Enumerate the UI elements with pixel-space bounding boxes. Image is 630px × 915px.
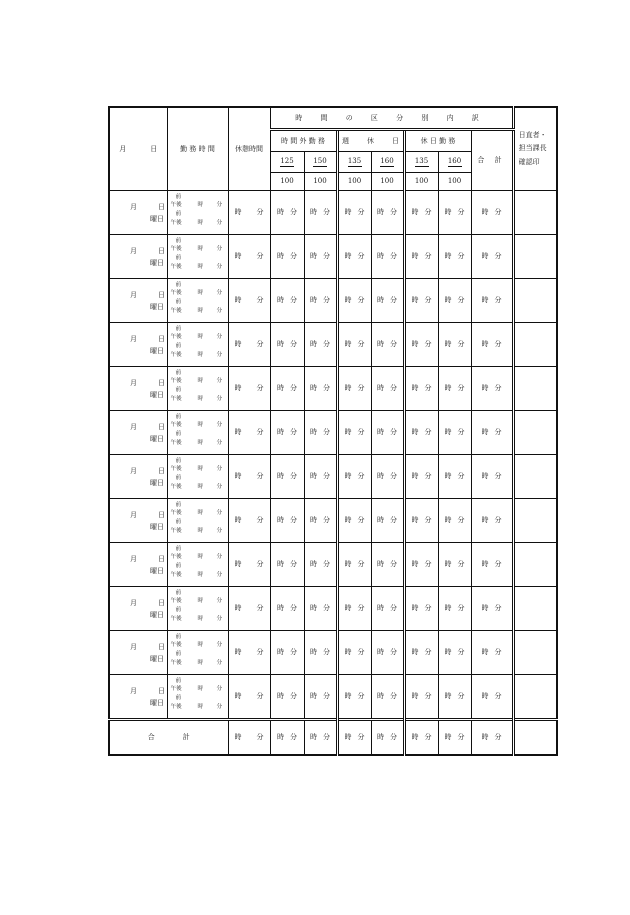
row-total-cell[interactable]: 時 分 [471,587,513,631]
row-date-cell[interactable]: 月 日 曜日 [109,587,167,631]
row-seal-cell[interactable] [513,543,557,587]
row-holiday-135-cell[interactable]: 時 分 [404,499,438,543]
row-swap-135-cell[interactable]: 時 分 [337,191,371,235]
row-ot-125-cell[interactable]: 時 分 [270,411,304,455]
header-holiday-work: 休 日 勤 務 [404,130,471,152]
row-date-cell[interactable]: 月 日 曜日 [109,631,167,675]
table-row [109,631,557,675]
row-total-cell[interactable]: 時 分 [471,279,513,323]
row-break-cell[interactable]: 時 分 [228,631,270,675]
row-ot-125-cell[interactable]: 時 分 [270,323,304,367]
row-date-cell[interactable]: 月 日 曜日 [109,235,167,279]
row-ot-125-cell[interactable]: 時 分 [270,543,304,587]
row-ot-150-cell[interactable]: 時 分 [304,367,337,411]
row-swap-135-cell[interactable]: 時 分 [337,631,371,675]
total-swap-160: 時 分 [371,720,404,756]
row-holiday-160-cell[interactable]: 時 分 [438,675,471,720]
ratio-160b-top: 160 [438,152,471,173]
row-holiday-135-cell[interactable]: 時 分 [404,675,438,720]
row-total-cell[interactable]: 時 分 [471,235,513,279]
row-seal-cell[interactable] [513,499,557,543]
row-holiday-160-cell[interactable]: 時 分 [438,279,471,323]
row-date-cell[interactable]: 月 日 曜日 [109,367,167,411]
row-swap-135-cell[interactable]: 時 分 [337,455,371,499]
row-holiday-160-cell[interactable]: 時 分 [438,367,471,411]
row-ot-150-cell[interactable]: 時 分 [304,499,337,543]
row-swap-160-cell[interactable]: 時 分 [371,411,404,455]
row-seal-cell[interactable] [513,455,557,499]
overtime-record-table [108,106,558,756]
row-work-hours-cell[interactable]: 前 午後 時 分 前 午後 時 分 [167,675,228,720]
row-work-hours-cell[interactable]: 前 午後 時 分 前 午後 時 分 [167,279,228,323]
row-swap-160-cell[interactable]: 時 分 [371,235,404,279]
ratio-135b-top: 135 [404,152,438,173]
row-seal-cell[interactable] [513,587,557,631]
total-ot-125: 時 分 [270,720,304,756]
total-seal [513,720,557,756]
row-swap-135-cell[interactable]: 時 分 [337,411,371,455]
ratio-150-top: 150 [304,152,337,173]
row-ot-150-cell[interactable]: 時 分 [304,279,337,323]
table-row [109,411,557,455]
header-breakdown: 時 間 の 区 分 別 内 訳 [270,107,513,130]
row-work-hours-cell[interactable]: 前 午後 時 分 前 午後 時 分 [167,411,228,455]
row-holiday-135-cell[interactable]: 時 分 [404,587,438,631]
row-break-cell[interactable]: 時 分 [228,455,270,499]
row-seal-cell[interactable] [513,411,557,455]
row-date-cell[interactable]: 月 日 曜日 [109,323,167,367]
row-break-cell[interactable]: 時 分 [228,323,270,367]
row-holiday-135-cell[interactable]: 時 分 [404,631,438,675]
row-ot-150-cell[interactable]: 時 分 [304,323,337,367]
row-work-hours-cell[interactable]: 前 午後 時 分 前 午後 時 分 [167,455,228,499]
row-holiday-135-cell[interactable]: 時 分 [404,279,438,323]
row-holiday-135-cell[interactable]: 時 分 [404,455,438,499]
row-swap-160-cell[interactable]: 時 分 [371,631,404,675]
row-swap-135-cell[interactable]: 時 分 [337,235,371,279]
row-total-cell[interactable]: 時 分 [471,455,513,499]
row-swap-160-cell[interactable]: 時 分 [371,587,404,631]
row-swap-160-cell[interactable]: 時 分 [371,675,404,720]
ratio-125-bottom: 100 [270,173,304,191]
row-holiday-160-cell[interactable]: 時 分 [438,631,471,675]
row-seal-cell[interactable] [513,191,557,235]
table-row [109,367,557,411]
row-break-cell[interactable]: 時 分 [228,675,270,720]
total-row-label: 合 計 [109,720,228,756]
table-row [109,235,557,279]
row-swap-160-cell[interactable]: 時 分 [371,455,404,499]
row-total-cell[interactable]: 時 分 [471,499,513,543]
header-total: 合 計 [471,130,513,191]
row-seal-cell[interactable] [513,235,557,279]
row-holiday-135-cell[interactable]: 時 分 [404,191,438,235]
row-ot-150-cell[interactable]: 時 分 [304,543,337,587]
row-work-hours-cell[interactable]: 前 午後 時 分 前 午後 時 分 [167,323,228,367]
row-holiday-160-cell[interactable]: 時 分 [438,499,471,543]
row-swap-135-cell[interactable]: 時 分 [337,543,371,587]
row-break-cell[interactable]: 時 分 [228,279,270,323]
row-swap-160-cell[interactable]: 時 分 [371,543,404,587]
row-work-hours-cell[interactable]: 前 午後 時 分 前 午後 時 分 [167,543,228,587]
row-holiday-160-cell[interactable]: 時 分 [438,455,471,499]
row-ot-125-cell[interactable]: 時 分 [270,235,304,279]
table-row [109,587,557,631]
ratio-160b-bottom: 100 [438,173,471,191]
row-seal-cell[interactable] [513,279,557,323]
row-work-hours-cell[interactable]: 前 午後 時 分 前 午後 時 分 [167,191,228,235]
row-break-cell[interactable]: 時 分 [228,499,270,543]
row-ot-150-cell[interactable]: 時 分 [304,675,337,720]
total-holiday-135: 時 分 [404,720,438,756]
row-holiday-160-cell[interactable]: 時 分 [438,235,471,279]
row-ot-125-cell[interactable]: 時 分 [270,367,304,411]
row-ot-150-cell[interactable]: 時 分 [304,631,337,675]
row-date-cell[interactable]: 月 日 曜日 [109,279,167,323]
row-date-cell[interactable]: 月 日 曜日 [109,191,167,235]
row-ot-125-cell[interactable]: 時 分 [270,455,304,499]
row-break-cell[interactable]: 時 分 [228,587,270,631]
row-seal-cell[interactable] [513,323,557,367]
header-overtime: 時 間 外 勤 務 [270,130,337,152]
row-swap-135-cell[interactable]: 時 分 [337,323,371,367]
row-holiday-135-cell[interactable]: 時 分 [404,323,438,367]
row-swap-160-cell[interactable]: 時 分 [371,323,404,367]
row-total-cell[interactable]: 時 分 [471,631,513,675]
header-confirm-seal: 日直者・ 担当課長 確認印 [513,107,557,191]
header-month-day: 月 日 [109,107,167,191]
table-row [109,499,557,543]
row-ot-150-cell[interactable]: 時 分 [304,587,337,631]
total-ot-150: 時 分 [304,720,337,756]
total-swap-135: 時 分 [337,720,371,756]
ratio-135b-bottom: 100 [404,173,438,191]
table-row [109,279,557,323]
row-total-cell[interactable]: 時 分 [471,543,513,587]
table-row [109,323,557,367]
row-holiday-160-cell[interactable]: 時 分 [438,323,471,367]
ratio-150-bottom: 100 [304,173,337,191]
row-total-cell[interactable]: 時 分 [471,675,513,720]
row-ot-150-cell[interactable]: 時 分 [304,455,337,499]
row-holiday-135-cell[interactable]: 時 分 [404,543,438,587]
table-row [109,543,557,587]
row-break-cell[interactable]: 時 分 [228,543,270,587]
row-holiday-160-cell[interactable]: 時 分 [438,543,471,587]
row-swap-160-cell[interactable]: 時 分 [371,279,404,323]
row-swap-135-cell[interactable]: 時 分 [337,279,371,323]
row-work-hours-cell[interactable]: 前 午後 時 分 前 午後 時 分 [167,499,228,543]
row-holiday-160-cell[interactable]: 時 分 [438,191,471,235]
row-total-cell[interactable]: 時 分 [471,323,513,367]
row-total-cell[interactable]: 時 分 [471,191,513,235]
row-swap-135-cell[interactable]: 時 分 [337,587,371,631]
ratio-135-top: 135 [337,152,371,173]
ratio-135-bottom: 100 [337,173,371,191]
row-date-cell[interactable]: 月 日 曜日 [109,675,167,720]
row-work-hours-cell[interactable]: 前 午後 時 分 前 午後 時 分 [167,587,228,631]
header-work-hours: 勤 務 時 間 [167,107,228,191]
total-holiday-160: 時 分 [438,720,471,756]
row-swap-135-cell[interactable]: 時 分 [337,499,371,543]
row-seal-cell[interactable] [513,631,557,675]
row-holiday-135-cell[interactable]: 時 分 [404,235,438,279]
ratio-160-top: 160 [371,152,404,173]
row-swap-135-cell[interactable]: 時 分 [337,367,371,411]
row-ot-125-cell[interactable]: 時 分 [270,587,304,631]
row-ot-125-cell[interactable]: 時 分 [270,499,304,543]
row-work-hours-cell[interactable]: 前 午後 時 分 前 午後 時 分 [167,631,228,675]
row-swap-160-cell[interactable]: 時 分 [371,191,404,235]
row-ot-150-cell[interactable]: 時 分 [304,191,337,235]
row-holiday-160-cell[interactable]: 時 分 [438,587,471,631]
row-date-cell[interactable]: 月 日 曜日 [109,499,167,543]
table-row [109,455,557,499]
row-break-cell[interactable]: 時 分 [228,235,270,279]
row-ot-125-cell[interactable]: 時 分 [270,675,304,720]
row-swap-160-cell[interactable]: 時 分 [371,367,404,411]
row-seal-cell[interactable] [513,675,557,720]
row-break-cell[interactable]: 時 分 [228,367,270,411]
row-total-cell[interactable]: 時 分 [471,411,513,455]
row-work-hours-cell[interactable]: 前 午後 時 分 前 午後 時 分 [167,235,228,279]
total-sum: 時 分 [471,720,513,756]
row-work-hours-cell[interactable]: 前 午後 時 分 前 午後 時 分 [167,367,228,411]
row-break-cell[interactable]: 時 分 [228,411,270,455]
row-ot-125-cell[interactable]: 時 分 [270,191,304,235]
header-break-time: 休憩時間 [228,107,270,191]
row-swap-135-cell[interactable]: 時 分 [337,675,371,720]
row-holiday-135-cell[interactable]: 時 分 [404,411,438,455]
table-row [109,675,557,720]
row-ot-125-cell[interactable]: 時 分 [270,631,304,675]
ratio-125-top: 125 [270,152,304,173]
row-holiday-160-cell[interactable]: 時 分 [438,411,471,455]
row-holiday-135-cell[interactable]: 時 分 [404,367,438,411]
row-ot-125-cell[interactable]: 時 分 [270,279,304,323]
row-total-cell[interactable]: 時 分 [471,367,513,411]
total-break: 時 分 [228,720,270,756]
row-seal-cell[interactable] [513,367,557,411]
row-ot-150-cell[interactable]: 時 分 [304,411,337,455]
table-row [109,191,557,235]
row-date-cell[interactable]: 月 日 曜日 [109,455,167,499]
ratio-160-bottom: 100 [371,173,404,191]
row-ot-150-cell[interactable]: 時 分 [304,235,337,279]
row-swap-160-cell[interactable]: 時 分 [371,499,404,543]
row-date-cell[interactable]: 月 日 曜日 [109,543,167,587]
row-break-cell[interactable]: 時 分 [228,191,270,235]
header-weekly-rest-swap: 週 休 日 [337,130,404,152]
row-date-cell[interactable]: 月 日 曜日 [109,411,167,455]
